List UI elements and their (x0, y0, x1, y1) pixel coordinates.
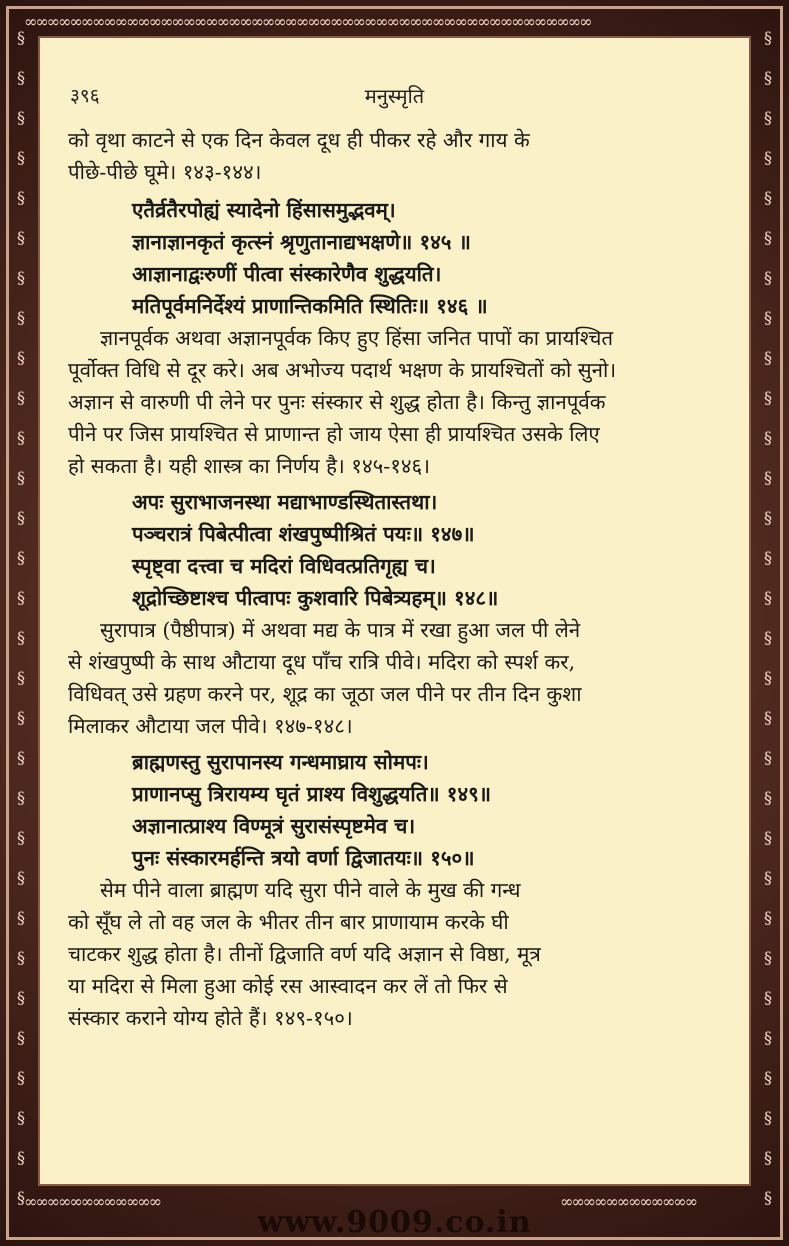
verse-line: मतिपूर्वमनिर्देश्यं प्राणान्तिकमिति स्थितिः॥ १४६ ॥ (132, 294, 488, 318)
page-header (40, 82, 749, 112)
right-ornament-column: § § § § § § § § § § § § § § § § § § § § § § § § § § § § § § (764, 30, 772, 1206)
commentary-line: चाटकर शुद्ध होता है। तीनों द्विजाति वर्ण यदि अज्ञान से विष्ठा, मूत्र (68, 942, 541, 966)
commentary-line: अज्ञान से वारुणी पी लेने पर पुनः संस्कार से शुद्ध होता है। किन्तु ज्ञानपूर्वक (68, 390, 606, 414)
left-ornament-column: § § § § § § § § § § § § § § § § § § § § § § § § § § § § § § (17, 30, 25, 1206)
intro-line: पीछे-पीछे घूमे। १४३-१४४। (68, 160, 262, 184)
verse-line: आज्ञानाद्वःरुणीं पीत्वा संस्कारेणैव शुद्धयति। (132, 262, 442, 286)
verse-line: पुनः संस्कारमर्हन्ति त्रयो वर्णा द्विजातयः॥ १५०॥ (132, 846, 475, 870)
commentary-line: सेम पीने वाला ब्राह्मण यदि सुरा पीने वाले के मुख की गन्ध (100, 878, 521, 902)
commentary-line: संस्कार कराने योग्य होते हैं। १४९-१५०। (68, 1006, 353, 1030)
verse-line: एतैर्व्रतैरपोह्यं स्यादेनो हिंसासमुद्भवम्। (132, 198, 396, 222)
commentary-line: या मदिरा से मिला हुआ कोई रस आस्वादन कर लें तो फिर से (68, 974, 508, 998)
page-body (68, 124, 725, 1034)
commentary-line: पूर्वोक्त विधि से दूर करे। अब अभोज्य पदार्थ भक्षण के प्रायश्चितों को सुनो। (68, 358, 617, 382)
commentary-line: को सूँघ ले तो वह जल के भीतर तीन बार प्राणायाम करके घी (68, 910, 509, 934)
commentary-line: ज्ञानपूर्वक अथवा अज्ञानपूर्वक किए हुए हिंसा जनित पापों का प्रायश्चित (100, 326, 614, 350)
page-number: ३९६ (70, 85, 100, 107)
bottom-left-ornament-row: ∞∞∞∞∞∞∞∞∞∞∞∞ (24, 1191, 160, 1211)
verse-line: शूद्रोच्छिष्टाश्च पीत्वापः कुशवारि पिबेत्र्यहम्॥ १४८॥ (132, 586, 499, 610)
commentary-line: विधिवत् उसे ग्रहण करने पर, शूद्र का जूठा जल पीने पर तीन दिन कुशा (68, 682, 582, 706)
page-title: मनुस्मृति (364, 84, 425, 108)
verse-line: प्राणानप्सु त्रिरायम्य घृतं प्राश्य विशुद्धयति॥ १४९॥ (132, 782, 492, 806)
top-ornament-row: ∞∞∞∞∞∞∞∞∞∞∞∞∞∞∞∞∞∞∞∞∞∞∞∞∞∞∞∞∞∞∞∞∞∞∞∞∞∞∞∞∞∞∞∞∞∞∞∞∞∞ (24, 11, 591, 31)
commentary-line: हो सकता है। यही शास्त्र का निर्णय है। १४५-१४६। (68, 454, 430, 478)
commentary-line: पीने पर जिस प्रायश्चित से प्राणान्त हो जाय ऐसा ही प्रायश्चित उसके लिए (68, 422, 600, 446)
commentary-line: मिलाकर औटाया जल पीवे। १४७-१४८। (68, 714, 353, 738)
intro-line: को वृथा काटने से एक दिन केवल दूध ही पीकर रहे और गाय के (68, 128, 530, 152)
verse-line: अज्ञानात्प्राश्य विण्मूत्रं सुरासंस्पृष्टमेव च। (132, 814, 416, 838)
commentary-line: से शंखपुष्पी के साथ औटाया दूध पाँच रात्रि पीवे। मदिरा को स्पर्श कर, (68, 650, 576, 674)
commentary-line: सुरापात्र (पैष्ठीपात्र) में अथवा मद्य के पात्र में रखा हुआ जल पी लेने (100, 618, 581, 642)
verse-line: स्पृष्ट्वा दत्त्वा च मदिरां विधिवत्प्रतिगृह्य च। (132, 554, 436, 578)
website-url[interactable]: www.9009.co.in (257, 1205, 532, 1240)
verse-line: ब्राह्मणस्तु सुरापानस्य गन्धमाघ्राय सोमपः। (132, 750, 429, 774)
verse-line: पञ्चरात्रं पिबेत्पीत्वा शंखपुष्पीश्रितं पयः॥ १४७॥ (132, 522, 475, 546)
verse-line: ज्ञानाज्ञानकृतं कृत्स्नं श्रृणुतानाद्यभक्षणे॥ १४५ ॥ (132, 230, 471, 254)
bottom-right-ornament-row: ∞∞∞∞∞∞∞∞∞∞∞∞ (560, 1191, 696, 1211)
verse-line: अपः सुराभाजनस्था मद्याभाण्डस्थितास्तथा। (132, 490, 438, 514)
